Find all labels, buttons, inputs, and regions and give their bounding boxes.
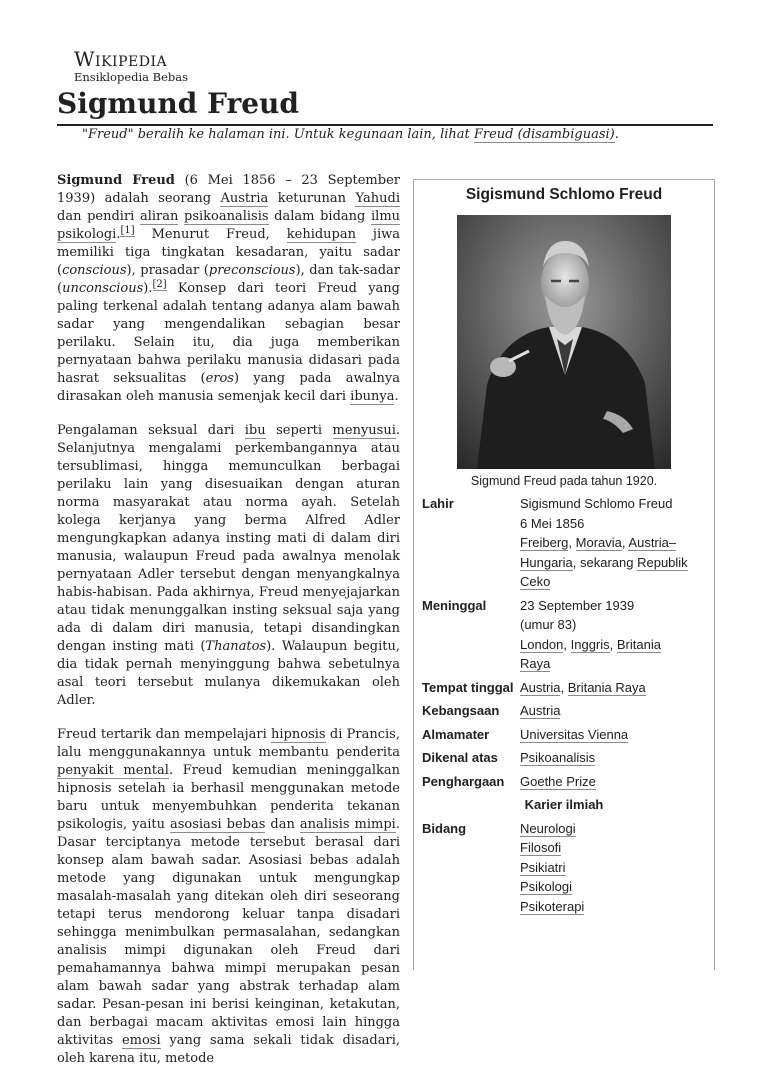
infobox-row — [414, 748, 714, 772]
text-run: ), dan tak-sadar ( — [57, 263, 400, 296]
hatnote — [82, 126, 712, 144]
wiki-link[interactable]: Universitas Vienna — [520, 726, 629, 742]
article-body — [57, 172, 400, 1084]
text-run: , sekarang — [572, 554, 638, 570]
citation-link[interactable]: [2] — [152, 278, 167, 290]
infobox-value-line — [520, 772, 706, 792]
infobox-value — [520, 725, 706, 745]
wiki-link[interactable]: Austria– — [628, 535, 677, 550]
article-paragraph — [57, 422, 400, 710]
infobox-label: Penghargaan — [422, 773, 505, 789]
infobox-label: Almamater — [422, 726, 490, 742]
article-paragraph — [57, 172, 400, 406]
italic-text: unconscious — [62, 281, 144, 296]
infobox-value — [520, 748, 706, 768]
wiki-link[interactable]: penyakit mental — [57, 763, 169, 778]
wiki-link[interactable]: psikologi — [57, 227, 117, 242]
hatnote-text: "Freud" beralih ke halaman ini. Untuk kegunaan lain, lihat — [82, 127, 474, 142]
infobox-row — [414, 819, 714, 921]
text-run: Freud tertarik dan mempelajari — [57, 727, 272, 742]
wiki-link[interactable]: Britania Raya — [567, 679, 646, 695]
infobox-value-line — [520, 897, 706, 917]
infobox-value-line — [520, 615, 706, 635]
text-run: jiwa memiliki tiga tingkatan kesadaran, yaitu sadar ( — [57, 227, 400, 278]
text-run: Pengalaman seksual dari — [57, 423, 245, 438]
wiki-link[interactable]: kehidupan — [286, 227, 356, 242]
site-name: Wikipedia — [74, 47, 168, 71]
text-run: dan pendiri — [57, 209, 140, 224]
wiki-link[interactable]: emosi — [121, 1033, 161, 1048]
infobox — [413, 179, 715, 970]
wiki-link[interactable]: Filosofi — [520, 840, 562, 855]
wiki-link[interactable]: London — [520, 636, 564, 652]
infobox-value-line — [520, 701, 706, 721]
infobox-row — [414, 596, 714, 678]
freud-portrait-photo[interactable] — [457, 215, 671, 469]
photo-caption: Sigmund Freud pada tahun 1920. — [470, 474, 658, 488]
text-run: ). Walaupun begitu, dia tidak pernah menyinggung bahwa sebetulnya asal teori tersebut mulanya dikemukakan oleh Adler. — [57, 639, 400, 708]
infobox-value — [520, 772, 706, 792]
infobox-value-line — [520, 678, 706, 698]
text-run: . Selanjutnya mengalami perkembangannya atau tersublimasi, hingga memunculkan berbagai perilaku lain yang disesuaikan dengan aturan norma masyarakat atau norma ayah. Setelah kolega kerjanya yang berma Alfred Adler mengungkapkan adanya insting mati di dalam diri manusia, walaupun Freud pada awalnya menolak pernyataan Adler tersebut dengan menyangkalnya habis-habisan. Pada akhirnya, Freud menyejajarkan atau tidak menunggalkan insting seksual saja yang ada di dalam diri manusia, tetapi disandingkan dengan insting mati ( — [57, 423, 400, 654]
wiki-link[interactable]: aliran — [139, 209, 179, 224]
infobox-subheader: Karier ilmiah — [524, 797, 604, 812]
infobox-row — [414, 701, 714, 725]
infobox-label: Bidang — [422, 820, 467, 836]
wiki-link[interactable]: Psikoterapi — [520, 898, 585, 914]
wiki-link[interactable]: Hungaria — [520, 554, 573, 570]
infobox-row — [414, 494, 714, 596]
text-run: ). — [143, 281, 153, 296]
infobox-rows — [414, 494, 714, 920]
text-run: (umur 83) — [520, 617, 577, 632]
infobox-value-line — [520, 533, 706, 553]
wiki-link[interactable]: ibu — [244, 423, 266, 438]
text-run: , — [609, 636, 617, 652]
infobox-value — [520, 701, 706, 721]
text-run: , — [568, 535, 576, 550]
infobox-value-line — [520, 572, 706, 592]
wiki-link[interactable]: Ceko — [520, 574, 551, 589]
infobox-label: Meninggal — [422, 597, 487, 613]
infobox-value-line — [520, 654, 706, 674]
text-run: di Prancis, lalu menggunakannya untuk membantu penderita — [57, 727, 400, 760]
infobox-value — [520, 596, 706, 674]
infobox-value-line — [520, 819, 706, 839]
infobox-value-line — [520, 553, 706, 573]
bold-text: Sigmund Freud — [57, 173, 175, 188]
text-run: Konsep dari teori Freud yang paling terkenal adalah tentang adanya alam bawah sadar yang mengendalikan sebagian besar perilaku. Selain itu, dia juga memberikan pernyataan bahwa perilaku manusia didasari pada hasrat seksualitas ( — [57, 281, 400, 386]
infobox-row — [414, 725, 714, 749]
infobox-label: Dikenal atas — [422, 750, 498, 765]
wiki-link[interactable]: asosiasi bebas — [169, 817, 266, 832]
infobox-value-line — [520, 858, 706, 878]
text-run: , — [563, 636, 571, 652]
infobox-value — [520, 494, 706, 592]
wiki-link[interactable]: ilmu — [371, 209, 401, 224]
text-run: seperti — [265, 423, 333, 438]
text-run: . Dasar terciptanya metode tersebut berasal dari konsep alam bawah sadar. Asosiasi bebas adalah metode yang digunakan untuk mengungkap masalah-masalah yang ditekan oleh diri seseorang tetapi terus mendorong keluar tanpa disadari sehingga menimbulkan permasalahan, sedangkan analisis mimpi digunakan oleh Freud dari pemahamannya bahwa mimpi merupakan pesan alam bawah sadar yang abstrak terhadap alam sadar. Pesan-pesan ini berisi keinginan, ketakutan, dan berbagai macam aktivitas emosi lain hingga aktivitas — [57, 817, 400, 1048]
italic-text: preconscious — [208, 263, 296, 278]
article-paragraph — [57, 726, 400, 1068]
text-run: , — [621, 535, 629, 550]
wiki-link[interactable]: Goethe Prize — [520, 773, 596, 789]
wiki-link[interactable]: Britania — [616, 636, 661, 652]
wiki-link[interactable]: analisis mimpi — [299, 817, 396, 832]
wiki-link[interactable]: psikoanalisis — [184, 209, 269, 224]
infobox-label: Tempat tinggal — [422, 679, 514, 695]
infobox-value — [520, 819, 706, 917]
text-run: (6 Mei 1856 – 23 September 1939) adalah seorang — [57, 173, 400, 206]
wikipedia-logo[interactable] — [74, 48, 274, 84]
wiki-link[interactable]: hipnosis — [271, 727, 326, 742]
infobox-value-line — [520, 514, 706, 534]
infobox-title: Sigismund Schlomo Freud — [465, 186, 663, 203]
infobox-value-line — [520, 725, 706, 745]
infobox-value-line — [520, 748, 706, 768]
wiki-link[interactable]: Yahudi — [355, 191, 400, 206]
text-run: ), prasadar ( — [126, 263, 209, 278]
wiki-link[interactable]: Freiberg — [520, 535, 569, 550]
site-tagline: Ensiklopedia Bebas — [74, 70, 189, 84]
wiki-link[interactable]: Inggris — [570, 636, 610, 652]
wiki-link[interactable]: Austria — [220, 191, 269, 206]
infobox-value-line — [520, 596, 706, 616]
text-run: Menurut Freud, — [134, 227, 287, 242]
italic-text: Thanatos — [205, 639, 267, 654]
text-run: Sigismund Schlomo Freud — [520, 496, 673, 511]
wiki-link[interactable]: Moravia — [575, 535, 622, 550]
infobox-value-line — [520, 877, 706, 897]
infobox-value — [520, 678, 706, 698]
text-run: . Freud kemudian meninggalkan hipnosis setelah ia berhasil menggunakan metode baru untuk menyembuhkan penderita tekanan psikologis, yaitu — [57, 763, 401, 832]
infobox-value-line — [520, 494, 706, 514]
wiki-link[interactable]: Republik — [637, 554, 688, 570]
text-run: , — [560, 679, 568, 695]
wiki-link[interactable]: menyusui — [332, 423, 396, 438]
wiki-link[interactable]: Neurologi — [520, 820, 576, 836]
citation-link[interactable]: [1] — [120, 224, 135, 236]
text-run: . — [116, 227, 121, 242]
hatnote-end: . — [614, 127, 619, 142]
page-title: Sigmund Freud — [57, 87, 299, 120]
text-run: . — [394, 389, 399, 404]
text-run: ) yang pada awalnya dirasakan oleh manusia semenjak kecil dari — [57, 371, 400, 404]
wiki-link[interactable]: Psikoanalisis — [520, 750, 596, 765]
wiki-link[interactable]: Psikiatri — [520, 859, 566, 875]
infobox-value-line — [520, 635, 706, 655]
wiki-link[interactable]: ibunya — [350, 389, 395, 404]
text-run: 6 Mei 1856 — [520, 515, 585, 531]
italic-text: conscious — [62, 263, 127, 278]
text-run: keturunan — [268, 191, 356, 206]
infobox-label: Lahir — [422, 496, 454, 511]
text-run: dan — [265, 817, 300, 832]
text-run: dalam bidang — [268, 209, 371, 224]
infobox-row — [414, 678, 714, 702]
infobox-value-line — [520, 838, 706, 858]
infobox-label: Kebangsaan — [422, 703, 500, 718]
wiki-link[interactable]: Austria — [520, 679, 561, 695]
text-run: 23 September 1939 — [520, 597, 635, 613]
infobox-row — [414, 772, 714, 796]
text-run: yang sama sekali tidak disadari, oleh karena itu, metode — [57, 1033, 400, 1066]
italic-text: eros — [205, 371, 234, 386]
disambiguation-link[interactable]: Freud (disambiguasi) — [473, 127, 615, 142]
wiki-link[interactable]: Psikologi — [520, 879, 573, 894]
wiki-link[interactable]: Austria — [520, 703, 561, 718]
wiki-link[interactable]: Raya — [520, 656, 551, 671]
